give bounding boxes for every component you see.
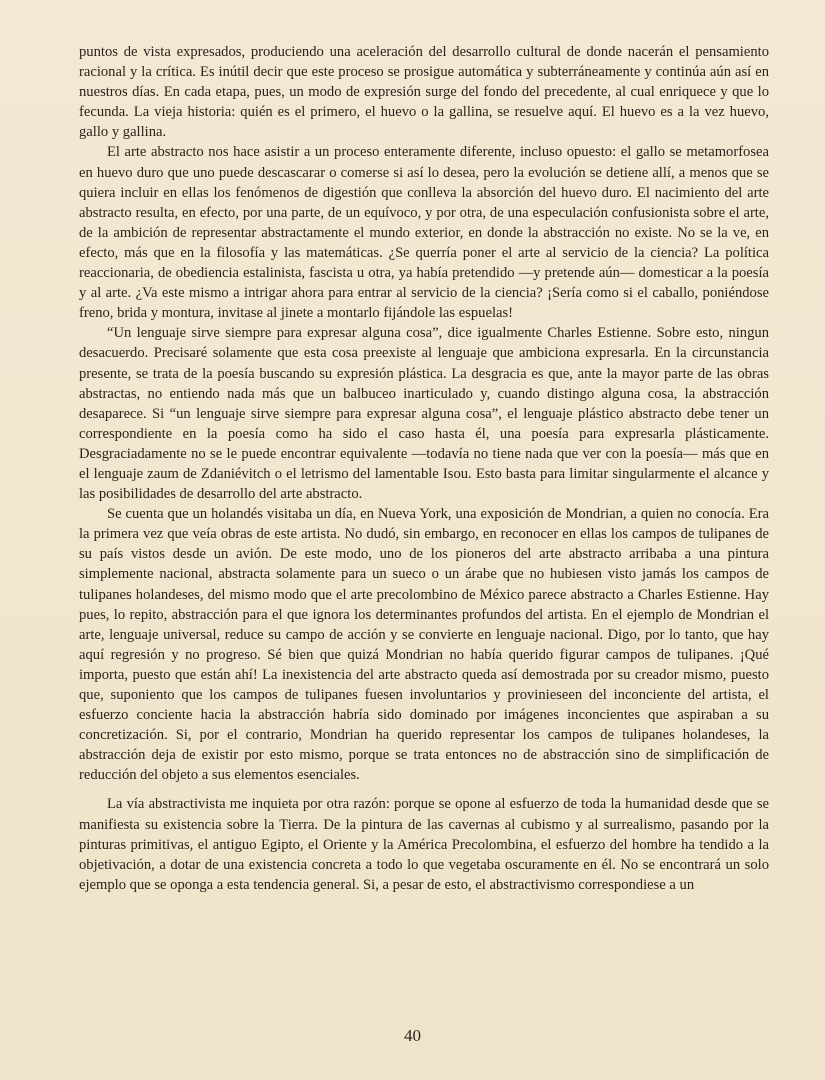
paragraph-abstractivist-path: La vía abstractivista me inquieta por otra razón: porque se opone al esfuerzo de toda la humanidad desde que se manifiesta su existencia sobre la Tierra. De la pintura de las cavernas al cubismo y al surrealismo, pasando por la pinturas primitivas, el antiguo Egipto, el Oriente y la América Precolombina, el esfuerzo del hombre ha tendido a la objetivación, a dotar de una existencia concreta a todo lo que vegetaba oscuramente en él. No se encontrará un solo ejemplo que se oponga a esta tendencia general. Si, a pesar de esto, el abstractivismo correspondiese a un bbox=[79, 796, 769, 893]
paragraph-continuation: puntos de vista expresados, produciendo una aceleración del desarrollo cultural de donde nacerán el pensamiento racional y la crítica. Es inútil decir que este proceso se prosigue automática y subterráneamente y continúa aún así en nuestros días. En cada etapa, pues, un modo de expresión surge del fondo del precedente, al cual enriquece y que lo fecunda. La vieja historia: quién es el primero, el huevo o la gallina, se resuelve aquí. El huevo es a la vez huevo, gallo y gallina. bbox=[79, 44, 769, 141]
paragraph-mondrian: Se cuenta que un holandés visitaba un día, en Nueva York, una exposición de Mondrian, a quien no conocía. Era la primera vez que veía obras de este artista. No dudó, sin embargo, en reconocer en ellas los campos de tulipanes de su país vistos desde un avión. De este modo, uno de los pioneros del arte abstracto arribaba a una pintura simplemente nacional, abstracta solamente para un sueco o un árabe que no hubiesen visto jamás los campos de tulipanes holandeses, del mismo modo que el arte precolombino de México parece abstracto a Charles Estienne. Hay pues, lo repito, abstracción para el que ignora los determinantes profundos del artista. En el ejemplo de Mondrian el arte, lenguaje universal, reduce su campo de acción y se convierte en lenguaje nacional. Digo, por lo tanto, que hay aquí regresión y no progreso. Sé bien que quizá Mondrian no había querido figurar campos de tulipanes. ¡Qué importa, puesto que están ahí! La inexistencia del arte abstracto queda así demostrada por su creador mismo, puesto que, suponiento que los campos de tulipanes fuesen involuntarios y provinieseen del inconciente del artista, el esfuerzo conciente hacia la abstracción habría sido dominado por imágenes inconcientes que aspiraban a su concretización. Si, por el contrario, Mondrian ha querido representar los campos de tulipanes holandeses, la abstracción deja de existir por esto mismo, porque se trata entonces no de abstracción sino de simplificación de reducción del objeto a sus elementos esenciales. bbox=[79, 506, 769, 784]
body-text bbox=[79, 42, 769, 895]
page-number: 40 bbox=[404, 1026, 421, 1045]
paragraph-abstract-art: El arte abstracto nos hace asistir a un proceso enteramente diferente, incluso opuesto: el gallo se metamorfosea en huevo duro que uno puede descascarar o comerse si así lo desea, pero la evolución se detiene allí, a menos que se quiera incluir en ellas los fenómenos de digestión que conlleva la absorción del huevo duro. El nacimiento del arte abstracto resulta, en efecto, por una parte, de un equívoco, y por otra, de una especulación confusionista sobre el arte, de la ambición de representar abstractamente el mundo exterior, en donde la abstracción no existe. No se la ve, en efecto, más que en la filosofía y las matemáticas. ¿Se querría poner el arte al servicio de la ciencia? La política reaccionaria, de obediencia estalinista, fascista u otra, ya había pretendido —y pretende aún— domesticar a la poesía y al arte. ¿Va este mismo a intrigar ahora para entrar al servicio de la ciencia? ¡Sería como si el caballo, poniéndose freno, brida y montura, invitase al jinete a montarlo fijándole las espuelas! bbox=[79, 144, 769, 322]
paragraph-language: “Un lenguaje sirve siempre para expresar alguna cosa”, dice igualmente Charles Estienne. Sobre esto, ningun desacuerdo. Precisaré solamente que esta cosa preexiste al lenguaje que ambiciona expresarla. En la circunstancia presente, se trata de la poesía buscando su expresión plástica. La desgracia es que, ante la mayor parte de las obras abstractas, no entiendo nada más que un balbuceo inarticulado y, cuando distingo alguna cosa, la abstracción desaparece. Si “un lenguaje sirve siempre para expresar alguna cosa”, el lenguaje plástico abstracto debe tener un correspondiente en la poesía como ha sido el caso hasta él, una poesía para expresarla plásticamente. Desgraciadamente no se le puede encontrar equivalente —todavía no tiene nada que ver con la poesía— más que en el lenguaje zaum de Zdaniévitch o el letrismo del lamentable Isou. Esto basta para limitar singularmente el alcance y las posibilidades de desarrollo del arte abstracto. bbox=[79, 325, 769, 503]
